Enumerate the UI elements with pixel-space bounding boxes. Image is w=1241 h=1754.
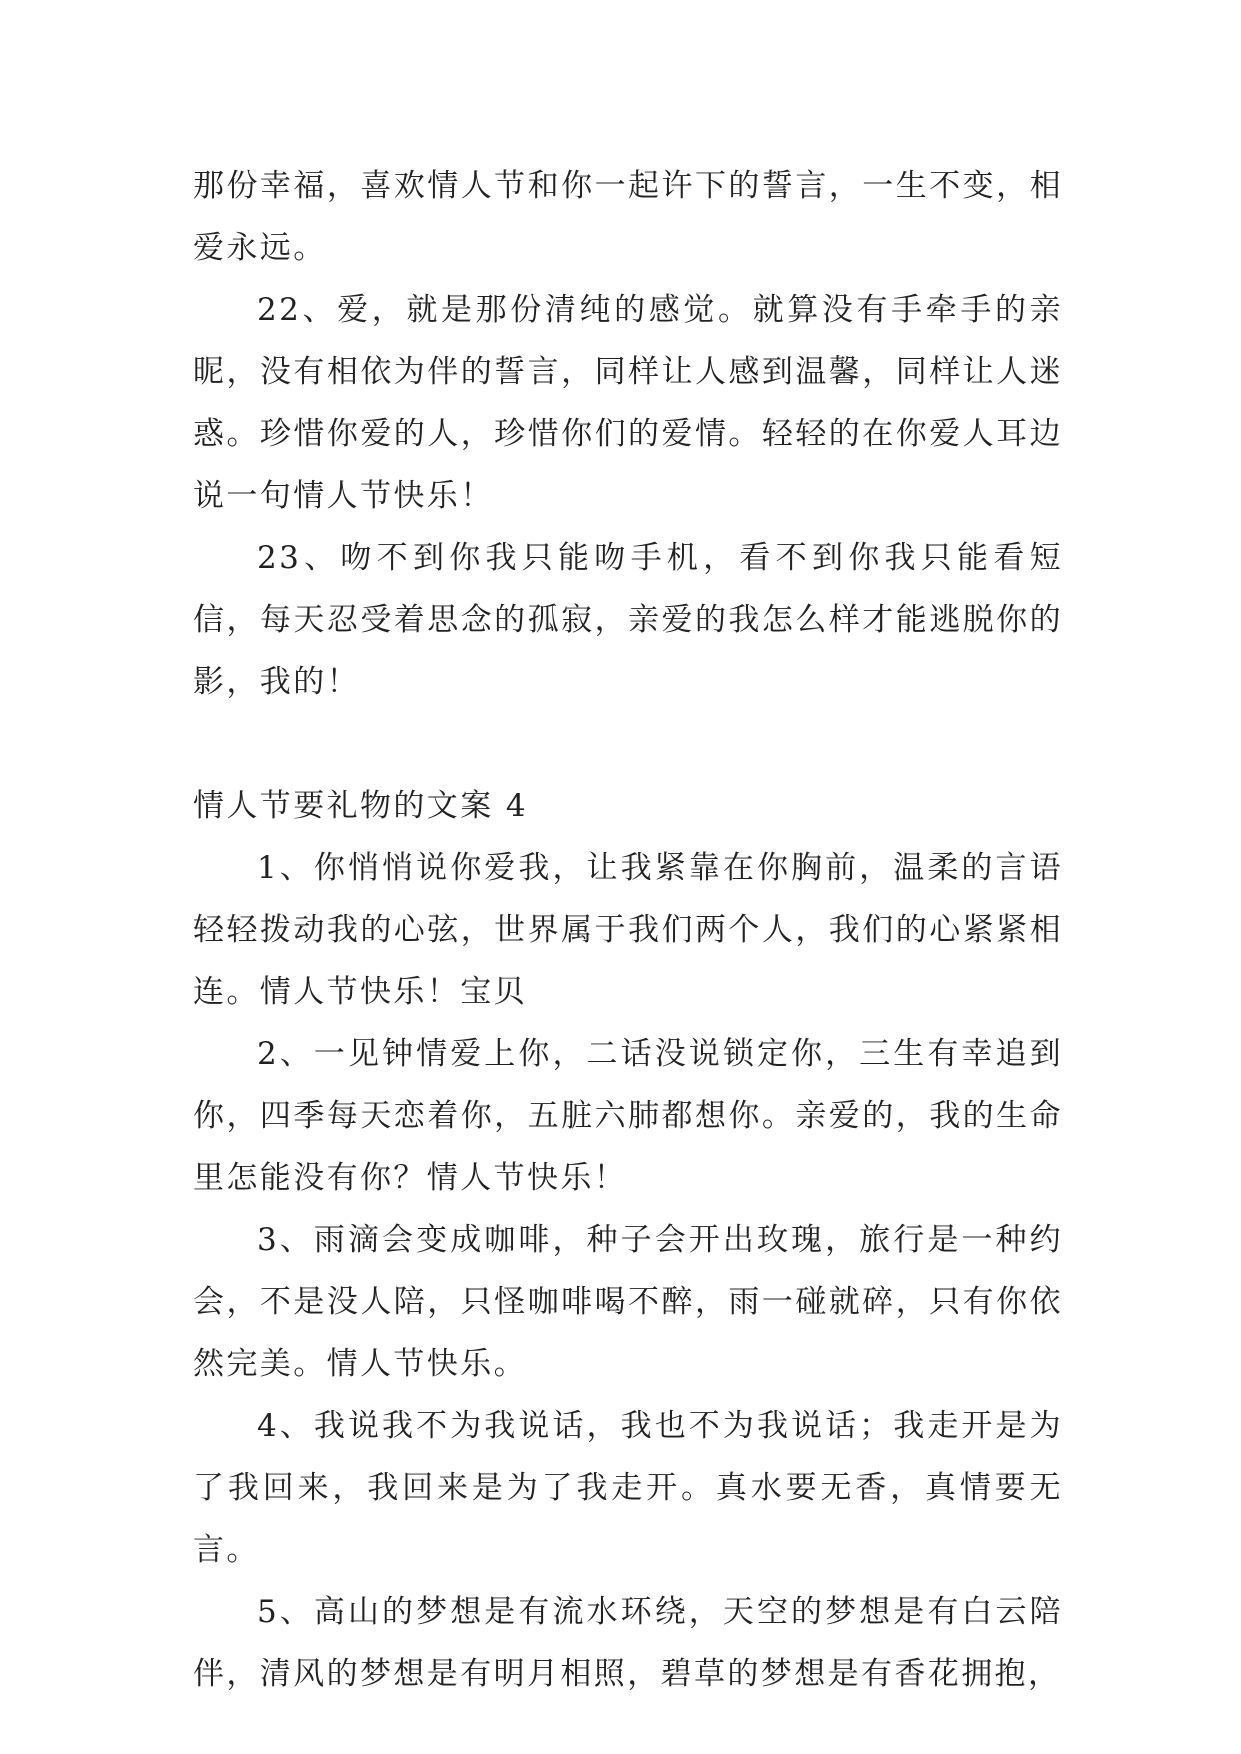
- paragraph-item-1: 1、你悄悄说你爱我，让我紧靠在你胸前，温柔的言语轻轻拨动我的心弦，世界属于我们两个人，我们的心紧紧相连。情人节快乐！宝贝: [193, 850, 1063, 1010]
- document-page: [193, 155, 1063, 1705]
- section-heading: 情人节要礼物的文案 4: [193, 788, 528, 824]
- paragraph-item-2: 2、一见钟情爱上你，二话没说锁定你，三生有幸追到你，四季每天恋着你，五脏六肺都想你。亲爱的，我的生命里怎能没有你？情人节快乐！: [193, 1036, 1063, 1196]
- paragraph-item-4: 4、我说我不为我说话，我也不为我说话；我走开是为了我回来，我回来是为了我走开。真水要无香，真情要无言。: [193, 1408, 1063, 1568]
- paragraph-item-23: 23、吻不到你我只能吻手机，看不到你我只能看短信，每天忍受着思念的孤寂，亲爱的我怎么样才能逃脱你的影，我的！: [193, 540, 1063, 700]
- paragraph-item-5: 5、高山的梦想是有流水环绕，天空的梦想是有白云陪伴，清风的梦想是有明月相照，碧草的梦想是有香花拥抱，: [193, 1594, 1063, 1692]
- paragraph-item-3: 3、雨滴会变成咖啡，种子会开出玫瑰，旅行是一种约会，不是没人陪，只怪咖啡喝不醉，雨一碰就碎，只有你依然完美。情人节快乐。: [193, 1222, 1063, 1382]
- paragraph-item-22: 22、爱，就是那份清纯的感觉。就算没有手牵手的亲昵，没有相依为伴的誓言，同样让人感到温馨，同样让人迷惑。珍惜你爱的人，珍惜你们的爱情。轻轻的在你爱人耳边说一句情人节快乐！: [193, 292, 1063, 514]
- paragraph-continuation: 那份幸福，喜欢情人节和你一起许下的誓言，一生不变，相爱永远。: [193, 168, 1063, 266]
